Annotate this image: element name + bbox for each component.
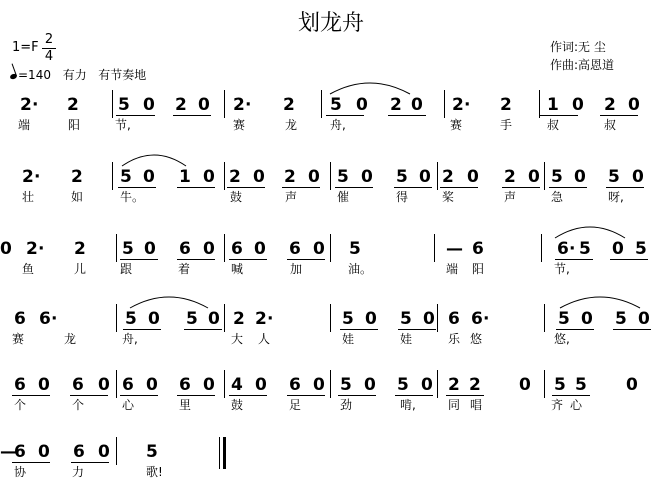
lyric: 歌! [146, 465, 163, 479]
lyric: 节, [115, 118, 131, 132]
lyric: 舟, [330, 118, 346, 132]
lyric: 儿 [74, 262, 87, 276]
lyric: 着 [178, 262, 191, 276]
dot: · [464, 95, 471, 115]
note: 6 [557, 239, 569, 259]
note: 0 [198, 95, 210, 115]
lyric: 悠 [470, 332, 483, 346]
tempo-value: =140 [18, 68, 51, 82]
note: 2 [504, 167, 516, 187]
dot: · [483, 309, 490, 329]
note: 2 [284, 167, 296, 187]
note: 2 [26, 239, 38, 259]
note: 2 [67, 95, 79, 115]
note: 0 [423, 309, 435, 329]
note: 5 [342, 309, 354, 329]
note: 0 [203, 375, 215, 395]
note: 2 [442, 167, 454, 187]
lyricist-credit: 作词:无 尘 [550, 40, 606, 54]
lyric: 催 [337, 190, 350, 204]
lyric: 喊 [231, 262, 244, 276]
key-signature: 1=F [12, 40, 39, 55]
lyric: 人 [258, 332, 271, 346]
note: 2 [469, 375, 481, 395]
lyric: 心 [122, 398, 135, 412]
note: 2 [233, 95, 245, 115]
lyric: 唱 [470, 398, 483, 412]
lyric: 赛 [12, 332, 25, 346]
dash: — [0, 442, 17, 462]
lyric: 大 [231, 332, 244, 346]
note: 6 [179, 375, 191, 395]
lyric: 叔 [604, 118, 617, 132]
lyric: 足 [289, 398, 302, 412]
note: 0 [628, 95, 640, 115]
dash: — [446, 239, 463, 259]
lyric: 里 [179, 398, 192, 412]
note: 5 [397, 375, 409, 395]
note: 5 [337, 167, 349, 187]
note: 6 [14, 309, 26, 329]
note: 0 [98, 442, 110, 462]
note: 5 [330, 95, 342, 115]
expression-marking: 有力 有节奏地 [62, 68, 147, 82]
note: 2 [452, 95, 464, 115]
time-signature-top: 2 [44, 32, 54, 47]
slur-arc [330, 83, 410, 94]
lyric: 声 [504, 190, 517, 204]
lyric: 阳 [68, 118, 81, 132]
note: 5 [608, 167, 620, 187]
note: 6 [231, 239, 243, 259]
lyric: 啃, [400, 398, 416, 412]
note: 4 [231, 375, 243, 395]
lyric: 协 [14, 465, 27, 479]
note: 0 [208, 309, 220, 329]
note: 2 [175, 95, 187, 115]
dot: · [34, 167, 41, 187]
lyric: 急 [551, 190, 564, 204]
note: 1 [547, 95, 559, 115]
note: 0 [365, 309, 377, 329]
note: 0 [411, 95, 423, 115]
note: 0 [203, 167, 215, 187]
note: 2 [283, 95, 295, 115]
lyric: 赛 [233, 118, 246, 132]
composer-credit: 作曲:高恩道 [550, 58, 615, 72]
note: 1 [179, 167, 191, 187]
note: 5 [635, 239, 647, 259]
note: 0 [144, 239, 156, 259]
note: 6 [14, 375, 26, 395]
note: 0 [313, 239, 325, 259]
note: 0 [313, 375, 325, 395]
lyric: 加 [290, 262, 303, 276]
note: 5 [551, 167, 563, 187]
note: 0 [581, 309, 593, 329]
note: 0 [38, 442, 50, 462]
note: 0 [638, 309, 650, 329]
dot: · [569, 239, 576, 259]
note: 0 [612, 239, 624, 259]
time-signature-bottom: 4 [44, 49, 54, 64]
note: 5 [349, 239, 361, 259]
note: 0 [356, 95, 368, 115]
note: 0 [148, 309, 160, 329]
note: 6 [14, 442, 26, 462]
note: 6 [179, 239, 191, 259]
slur-arc [555, 227, 625, 238]
note: 6 [72, 375, 84, 395]
lyric: 阳 [472, 262, 485, 276]
note: 6 [472, 239, 484, 259]
note: 2 [229, 167, 241, 187]
note: 0 [255, 375, 267, 395]
dot: · [245, 95, 252, 115]
note: 2 [448, 375, 460, 395]
song-title: 划龙舟 [297, 11, 364, 36]
lyric: 娃 [342, 332, 355, 346]
note: 6 [471, 309, 483, 329]
note: 0 [143, 167, 155, 187]
dot: · [267, 309, 274, 329]
lyric: 龙 [64, 332, 77, 346]
lyric: 得 [396, 190, 409, 204]
note: 2 [255, 309, 267, 329]
lyric: 叔 [547, 118, 560, 132]
note: 5 [118, 95, 130, 115]
lyric: 桨 [442, 190, 455, 204]
note: 6 [289, 375, 301, 395]
lyric: 齐 [551, 398, 564, 412]
lyric: 节, [554, 262, 570, 276]
note: 0 [98, 375, 110, 395]
note: 0 [361, 167, 373, 187]
lyric: 龙 [285, 118, 298, 132]
lyric: 同 [448, 398, 461, 412]
note: 6 [122, 375, 134, 395]
note: 6 [289, 239, 301, 259]
slur-arc [130, 297, 208, 308]
lyric: 舟, [122, 332, 138, 346]
note: 0 [528, 167, 540, 187]
note: 0 [467, 167, 479, 187]
lyric: 端 [446, 262, 459, 276]
lyric: 呀, [608, 190, 624, 204]
note: 5 [575, 375, 587, 395]
dot: · [32, 95, 39, 115]
lyric: 声 [285, 190, 298, 204]
note: 5 [340, 375, 352, 395]
note: 5 [122, 239, 134, 259]
lyric: 心 [570, 398, 583, 412]
note: 2 [390, 95, 402, 115]
note: 5 [579, 239, 591, 259]
note: 0 [143, 95, 155, 115]
lyric: 油。 [348, 262, 373, 276]
note: 5 [125, 309, 137, 329]
dot: · [51, 309, 58, 329]
lyric: 乐 [448, 332, 461, 346]
note: 5 [615, 309, 627, 329]
note: 0 [626, 375, 638, 395]
lyric: 赛 [450, 118, 463, 132]
lyric: 劲 [340, 398, 353, 412]
lyric: 如 [71, 190, 84, 204]
note: 5 [400, 309, 412, 329]
note: 0 [632, 167, 644, 187]
note: 6 [39, 309, 51, 329]
note: 0 [574, 167, 586, 187]
note: 0 [146, 375, 158, 395]
lyric: 跟 [120, 262, 133, 276]
lyric: 壮 [22, 190, 35, 204]
note: 0 [0, 239, 12, 259]
lyric: 个 [14, 398, 27, 412]
note: 5 [554, 375, 566, 395]
lyric: 个 [72, 398, 85, 412]
lyric: 娃 [400, 332, 413, 346]
note: 0 [364, 375, 376, 395]
note: 2 [233, 309, 245, 329]
note: 2 [500, 95, 512, 115]
note: 0 [572, 95, 584, 115]
lyric: 牛。 [120, 190, 145, 204]
dot: · [38, 239, 45, 259]
note: 6 [448, 309, 460, 329]
lyric: 端 [18, 118, 31, 132]
note: 5 [396, 167, 408, 187]
note: 0 [253, 167, 265, 187]
lyric: 鼓 [231, 398, 244, 412]
note: 0 [421, 375, 433, 395]
note: 0 [38, 375, 50, 395]
note: 2 [74, 239, 86, 259]
note: 0 [254, 239, 266, 259]
slur-arc [122, 155, 186, 166]
note: 2 [22, 167, 34, 187]
slur-arc [560, 297, 640, 308]
note: 2 [20, 95, 32, 115]
note: 5 [146, 442, 158, 462]
lyric: 鱼 [22, 262, 35, 276]
note: 6 [73, 442, 85, 462]
lyric: 鼓 [230, 190, 243, 204]
note: 5 [558, 309, 570, 329]
note: 5 [120, 167, 132, 187]
lyric: 手 [500, 118, 513, 132]
note: 2 [604, 95, 616, 115]
lyric: 悠, [554, 332, 570, 346]
note: 0 [519, 375, 531, 395]
note: 0 [419, 167, 431, 187]
note: 5 [186, 309, 198, 329]
note: 0 [308, 167, 320, 187]
lyric: 力 [72, 465, 85, 479]
note: 2 [71, 167, 83, 187]
note: 0 [203, 239, 215, 259]
